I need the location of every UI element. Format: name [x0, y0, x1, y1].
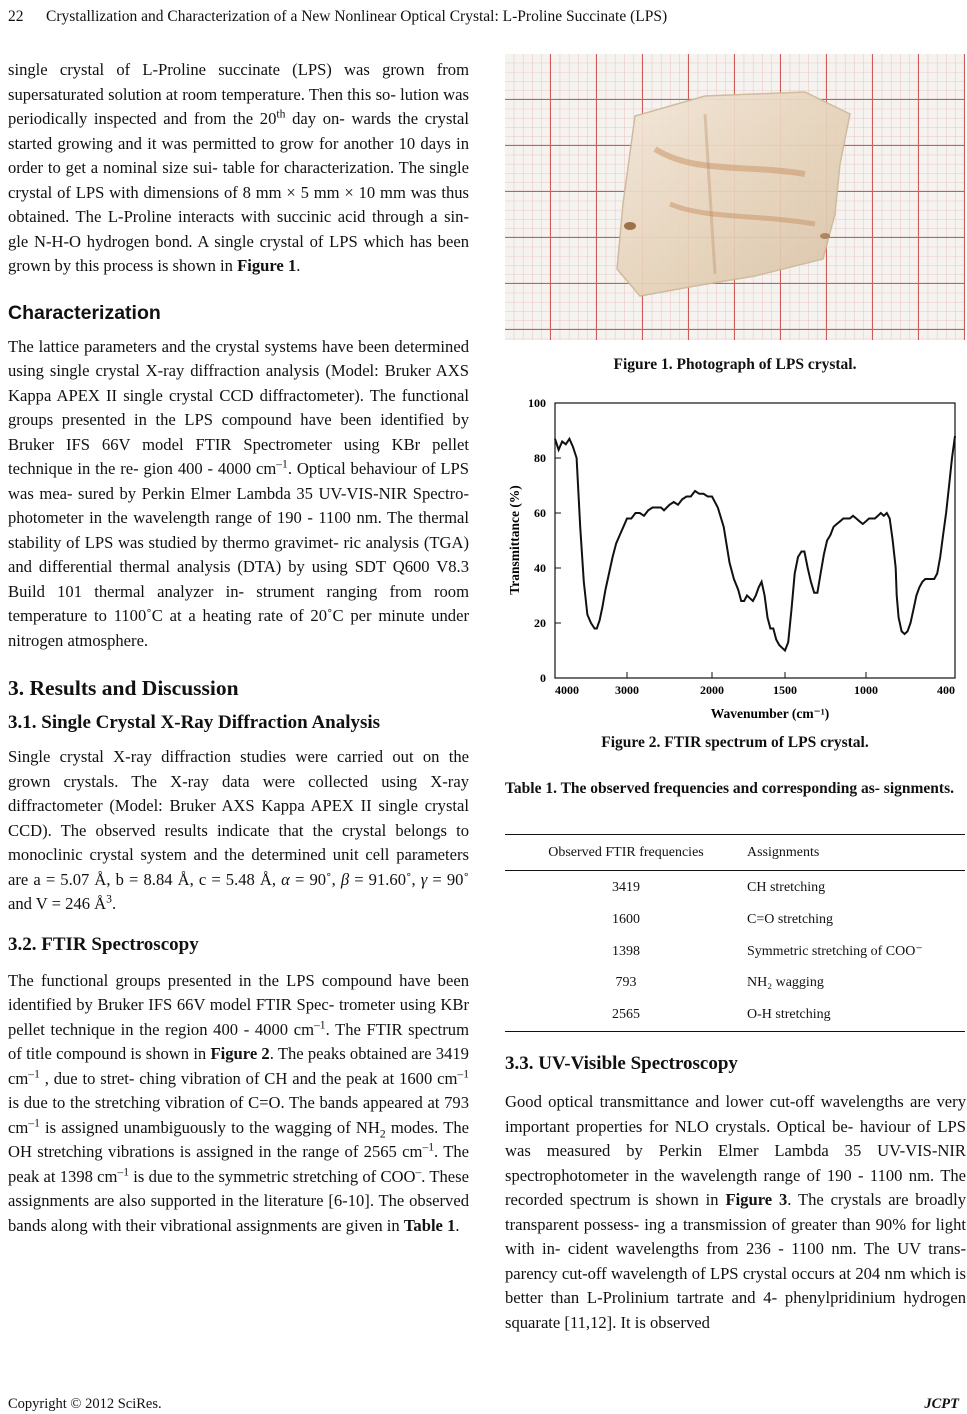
- table-cell-frequency: 793: [615, 975, 637, 991]
- characterization-paragraph: The lattice parameters and the crystal systems have been determined using single crystal X-ray diffraction analysis (Model: Bruker AXS Kappa APEX II single crystal CCD diffractometer). The functional groups presented in the LPS compound have been identified by Bruker IFS 66V model FTIR Spectrometer using KBr pellet technique in the re- gion 400 - 4000 $cm^{-1}$. Optical behaviour of LPS was mea- sured by Perkin Elmer Lambda 35 UV-VIS-NIR Spectro- photometer in the wavelength range of 190 - 1100 nm. The thermal stability of LPS was studied by thermo gravimet- ric analysis (TGA) and differential thermal analysis (DTA) by using SDT Q600 V8.3 Build 101 thermal analyzer in- strument ranging from room temperature to 1100˚C at a heating rate of 20˚C per minute under nitrogen atmosphere.: [8, 336, 469, 650]
- page-number: 22: [8, 8, 24, 25]
- table-row: [505, 905, 965, 937]
- table1-caption: Table 1. The observed frequencies and corresponding as- signments.: [505, 780, 954, 797]
- x-tick-label: 4000: [555, 683, 579, 697]
- results-heading: 3. Results and Discussion: [8, 676, 239, 700]
- table-cell-frequency: 3419: [612, 879, 640, 895]
- transmittance-series-line: [555, 436, 955, 651]
- plot-frame: [555, 403, 955, 678]
- table-row: [505, 936, 965, 968]
- crystal-photograph: [505, 54, 965, 340]
- ftir-assignments-table: [505, 834, 965, 1032]
- table-cell-frequency: 2565: [505, 999, 747, 1031]
- x-tick-label: 1000: [854, 683, 878, 697]
- table-row: [505, 999, 965, 1031]
- table-cell-frequency: 1600: [612, 912, 640, 928]
- running-title: Crystallization and Characterization of a New Nonlinear Optical Crystal: L-Proline Succinate (LPS): [46, 8, 668, 25]
- journal-abbreviation: JCPT: [924, 1396, 959, 1412]
- table-row: [505, 968, 965, 1000]
- table-row: [505, 871, 965, 905]
- ftir-heading: 3.2. FTIR Spectroscopy: [8, 933, 199, 955]
- figure1-caption: Figure 1. Photograph of LPS crystal.: [613, 356, 857, 373]
- y-tick-label: 20: [534, 616, 546, 630]
- table-cell-frequency: 1398: [612, 943, 640, 959]
- ftir-paragraph: The functional groups presented in the LPS compound have been identified by Bruker IFS 66V model FTIR Spec- trometer using KBr pellet technique in the region 400 - 4000 $cm^{-1}$. The FTIR spectrum of title compound is shown in Figure 2. The peaks obtained are 3419 $cm^{-1}$ , due to stret- ching vibration of CH and the peak at 1600 $cm^{-1}$ is due to the stretching vibration of C=O. The bands appeared at 793 $cm^{-1}$ is assigned unambiguously to the wagging of $NH_2$ modes. The OH stretching vibrations is assigned in the range of 2565 $cm^{-1}$. The peak at 1398 $cm^{-1}$ is due to the symmetric stretching of COO–. These assignments are also supported in the literature [6-10]. The observed bands along with their vibrational assignments are given in Table 1.: [8, 970, 470, 1235]
- x-tick-label: 3000: [615, 683, 639, 697]
- table-header-frequency: Observed FTIR frequencies: [505, 835, 747, 871]
- table-header-row: [505, 835, 965, 871]
- y-tick-label: 0: [540, 671, 546, 685]
- page-header: [8, 8, 959, 32]
- x-tick-label: 2000: [700, 683, 724, 697]
- x-tick-label: 1500: [773, 683, 797, 697]
- table-cell-assignment: Symmetric stretching of COO⁻: [747, 944, 923, 960]
- right-column-text: [505, 1052, 966, 1335]
- y-tick-label: 80: [534, 451, 546, 465]
- figure2-caption: Figure 2. FTIR spectrum of LPS crystal.: [601, 734, 869, 751]
- y-axis-label: Transmittance (%): [507, 485, 522, 595]
- y-tick-label: 100: [528, 396, 546, 410]
- intro-paragraph: single crystal of L-Proline succinate (LPS) was grown from supersaturated solution at room temperature. Then this so- lution was periodically inspected and from the 20th day on- wards the crystal started growing and it was permitted to grow for another 10 days in order to get a nominal size sui- table for characterization. The single crystal of LPS with dimensions of 8 mm × 5 mm × 10 mm was thus obtained. The L-Proline interacts with succinic acid through a sin- gle N-H-O hydrogen bond. A single crystal of LPS which has been grown by this process is shown in Figure 1.: [8, 60, 469, 275]
- page-footer: [8, 1396, 959, 1413]
- xrd-paragraph: Single crystal X-ray diffraction studies were carried out on the grown crystals. The X-ray data were collected using X-ray diffractometer (Model: Bruker AXS Kappa APEX II single crystal CCD). The observed results indicate that the crystal belongs to monoclinic crystal system and the determined unit cell parameters are a = 5.07 Å, b = 8.84 Å, c = 5.48 Å, α = 90˚, β = 91.60˚, γ = 90˚ and V = 246 $Å^3$.: [8, 747, 469, 913]
- y-tick-label: 40: [534, 561, 546, 575]
- copyright-notice: Copyright © 2012 SciRes.: [8, 1396, 162, 1412]
- ftir-chart: [500, 390, 967, 722]
- uv-heading: 3.3. UV-Visible Spectroscopy: [505, 1053, 738, 1074]
- left-column: [8, 58, 469, 1238]
- y-tick-label: 60: [534, 506, 546, 520]
- x-axis-label: Wavenumber (cm⁻¹): [710, 706, 830, 721]
- uv-paragraph: Good optical transmittance and lower cut-off wavelengths are very important properties for NLO crystals. Optical be- haviour of LPS was measured by Perkin Elmer Lambda 35 UV-VIS-NIR spectrophotometer in the wavelength range of 190 - 1100 nm. The recorded spectrum is shown in Figure 3. The crystals are broadly transparent possess- ing a transmission of greater than 90% for light with in- cident wavelengths from 236 - 1100 nm. The UV trans- parency cut-off wavelength of LPS crystal occurs at 204 nm which is better than L-Prolinium tartrate and 4- phenylpridinium hydrogen squarate [11,12]. It is observed: [505, 1092, 966, 1332]
- table-cell-assignment: O-H stretching: [747, 999, 965, 1031]
- table-cell-assignment: CH stretching: [747, 879, 826, 895]
- table-cell-assignment: NH₂ wagging: [747, 975, 824, 991]
- table-header-assignment: Assignments: [747, 835, 965, 871]
- xrd-heading: 3.1. Single Crystal X-Ray Diffraction Analysis: [8, 712, 381, 733]
- characterization-heading: Characterization: [8, 301, 161, 324]
- table-cell-assignment: C=O stretching: [747, 912, 834, 928]
- x-tick-label: 400: [937, 683, 955, 697]
